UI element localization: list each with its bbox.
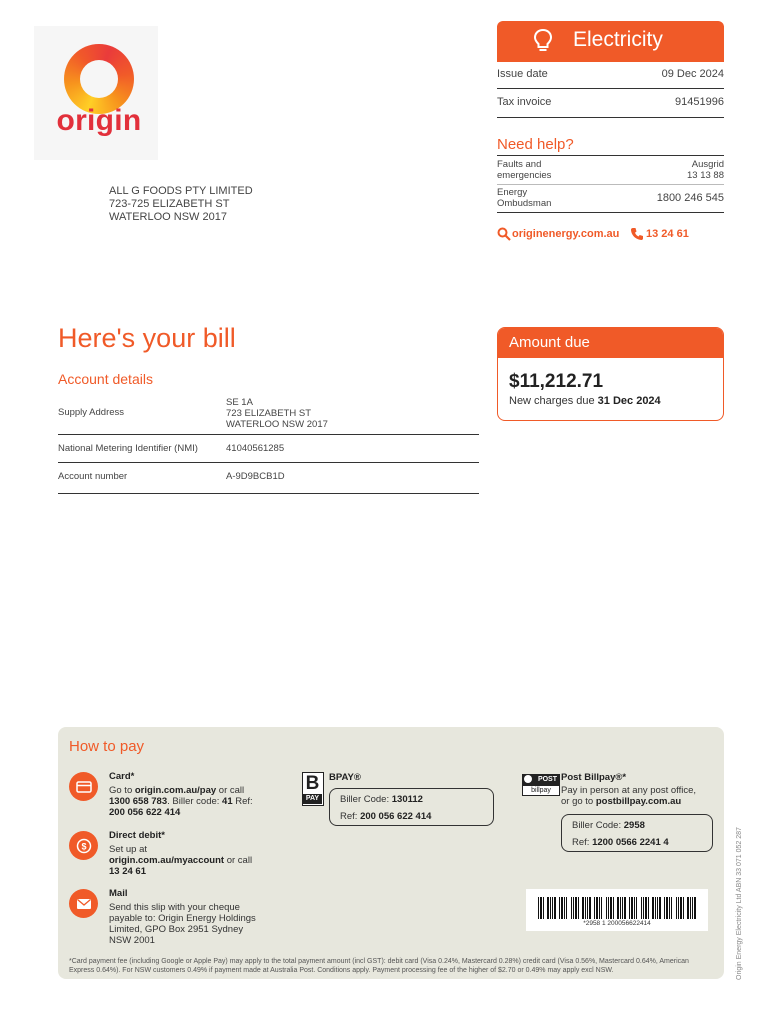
barcode-bar	[599, 897, 600, 919]
logo-ring-hole	[80, 60, 118, 98]
issue-date-label: Issue date	[497, 68, 548, 80]
post-billpay-reference-box	[561, 814, 713, 852]
faults-contact: Ausgrid 13 13 88	[687, 159, 724, 181]
barcode-bar	[680, 897, 682, 919]
post-billpay-title: Post Billpay®*	[561, 772, 627, 783]
nmi-value: 41040561285	[226, 443, 285, 454]
barcode-bar	[575, 897, 577, 919]
barcode-bar	[694, 897, 696, 919]
barcode-bar	[601, 897, 602, 919]
barcode-bar	[540, 897, 542, 919]
barcode-bar	[620, 897, 621, 919]
issue-date-value: 09 Dec 2024	[661, 68, 724, 80]
tax-invoice-label: Tax invoice	[497, 96, 552, 108]
barcode-bar	[543, 897, 544, 919]
mail-instructions: Send this slip with your cheque payable to: Origin Energy Holdings Limited, GPO Box 2951 Sydney NSW 2001	[109, 902, 256, 946]
need-help-title: Need help?	[497, 136, 574, 153]
card-icon	[69, 772, 98, 801]
payment-slip	[58, 727, 724, 979]
barcode-bar	[634, 897, 635, 919]
barcode-bar	[559, 897, 560, 919]
barcode-bar	[631, 897, 633, 919]
ombudsman-label: Energy Ombudsman	[497, 187, 552, 209]
divider	[58, 493, 479, 494]
customer-address-line1: 723-725 ELIZABETH ST	[109, 198, 230, 210]
faults-label: Faults and emergencies	[497, 159, 552, 181]
bill-type-title: Electricity	[573, 28, 663, 51]
barcode-bar	[608, 897, 609, 919]
account-number-label: Account number	[58, 471, 128, 482]
divider	[497, 184, 724, 185]
barcode-bar	[552, 897, 553, 919]
barcode-bar	[571, 897, 572, 919]
customer-address-line2: WATERLOO NSW 2017	[109, 211, 227, 223]
bpay-biller-code: Biller Code: 130112	[340, 794, 423, 805]
barcode-bar	[582, 897, 584, 919]
bpay-reference-box	[329, 788, 494, 826]
ombudsman-phone: 1800 246 545	[656, 192, 724, 204]
direct-debit-instructions: Set up at origin.com.au/myaccount or call 13 24 61	[109, 844, 253, 877]
barcode-bar	[664, 897, 665, 919]
svg-text:$: $	[80, 841, 87, 851]
direct-debit-icon	[69, 831, 98, 860]
barcode-bar	[573, 897, 574, 919]
barcode-bar	[578, 897, 579, 919]
barcode-bar	[648, 897, 649, 919]
barcode-bar	[678, 897, 679, 919]
divider	[497, 155, 724, 156]
post-biller-code: Biller Code: 2958	[572, 820, 645, 831]
page-title: Here's your bill	[58, 323, 236, 353]
amount-due-date: New charges due 31 Dec 2024	[509, 395, 661, 407]
post-billpay-instructions: Pay in person at any post office, or go to postbillpay.com.au	[561, 785, 697, 807]
barcode-bar	[671, 897, 672, 919]
divider	[497, 117, 724, 118]
barcode-bar	[538, 897, 539, 919]
account-number-value: A-9D9BCB1D	[226, 471, 285, 482]
amount-due-card	[497, 327, 724, 421]
barcode	[526, 889, 708, 931]
barcode-bar	[606, 897, 607, 919]
post-billpay-logo-icon: POST billpay	[522, 774, 560, 797]
barcode-bar	[692, 897, 693, 919]
bpay-logo-icon: B PAY	[302, 772, 324, 806]
tax-invoice-value: 91451996	[675, 96, 724, 108]
barcode-bar	[645, 897, 647, 919]
supply-address-label: Supply Address	[58, 407, 125, 418]
direct-debit-title: Direct debit*	[109, 830, 165, 841]
post-ref: Ref: 1200 0566 2241 4	[572, 837, 669, 848]
barcode-bar	[666, 897, 668, 919]
barcode-bar	[643, 897, 644, 919]
barcode-bar	[669, 897, 670, 919]
barcode-bar	[554, 897, 556, 919]
amount-due-value: $11,212.71	[509, 371, 604, 392]
phone-link[interactable]: 13 24 61	[646, 228, 689, 240]
barcode-bar	[550, 897, 551, 919]
logo-text: origin	[56, 104, 142, 137]
divider	[497, 88, 724, 89]
divider	[58, 434, 479, 435]
barcode-bar	[610, 897, 612, 919]
barcode-bar	[687, 897, 689, 919]
barcode-bar	[641, 897, 642, 919]
barcode-bar	[566, 897, 567, 919]
customer-name: ALL G FOODS PTY LIMITED	[109, 185, 253, 197]
barcode-bar	[613, 897, 614, 919]
how-to-pay-title: How to pay	[69, 738, 145, 755]
barcode-bar	[561, 897, 563, 919]
phone-icon	[630, 227, 644, 241]
barcode-bars	[538, 897, 698, 919]
divider	[58, 462, 479, 463]
fine-print: *Card payment fee (including Google or Apple Pay) may apply to the total payment amount (incl GST): debit card (Visa 0.24%, Mastercard 0.28%) credit card (Visa 0.56%, Mastercard 0.64%, American Express 0.64%). For NSW customers 0.49% if payment made at Australia Post. Conditions apply. Payment processing fee of the higher of $2.70 or 0.49% may apply excl NSW.	[69, 958, 689, 974]
card-title: Card*	[109, 771, 135, 782]
side-legal-text: Origin Energy Electricity Ltd ABN 33 071 052 287	[736, 827, 743, 980]
website-link[interactable]: originenergy.com.au	[512, 228, 620, 240]
bpay-ref: Ref: 200 056 622 414	[340, 811, 432, 822]
nmi-label: National Metering Identifier (NMI)	[58, 443, 198, 454]
barcode-bar	[587, 897, 588, 919]
divider	[497, 212, 724, 213]
bpay-title: BPAY®	[329, 772, 361, 783]
barcode-bar	[690, 897, 691, 919]
barcode-bar	[617, 897, 619, 919]
barcode-bar	[622, 897, 623, 919]
barcode-bar	[547, 897, 549, 919]
barcode-bar	[594, 897, 595, 919]
barcode-bar	[624, 897, 626, 919]
mail-title: Mail	[109, 888, 128, 899]
account-details-title: Account details	[58, 371, 153, 387]
barcode-bar	[676, 897, 677, 919]
barcode-bar	[564, 897, 565, 919]
barcode-bar	[636, 897, 637, 919]
mail-icon	[69, 889, 98, 918]
amount-due-title: Amount due	[509, 334, 590, 351]
barcode-text: *2958 1 200056622414	[583, 920, 651, 927]
barcode-bar	[596, 897, 598, 919]
barcode-bar	[585, 897, 586, 919]
barcode-bar	[652, 897, 654, 919]
barcode-bar	[657, 897, 658, 919]
barcode-bar	[589, 897, 591, 919]
card-instructions: Go to origin.com.au/pay or call 1300 658 783. Biller code: 41 Ref: 200 056 622 414	[109, 785, 253, 818]
lightbulb-icon	[533, 28, 553, 54]
barcode-bar	[655, 897, 656, 919]
barcode-bar	[629, 897, 630, 919]
barcode-bar	[659, 897, 661, 919]
supply-address-value: SE 1A 723 ELIZABETH ST WATERLOO NSW 2017	[226, 397, 328, 430]
barcode-bar	[683, 897, 684, 919]
search-icon	[497, 227, 511, 241]
